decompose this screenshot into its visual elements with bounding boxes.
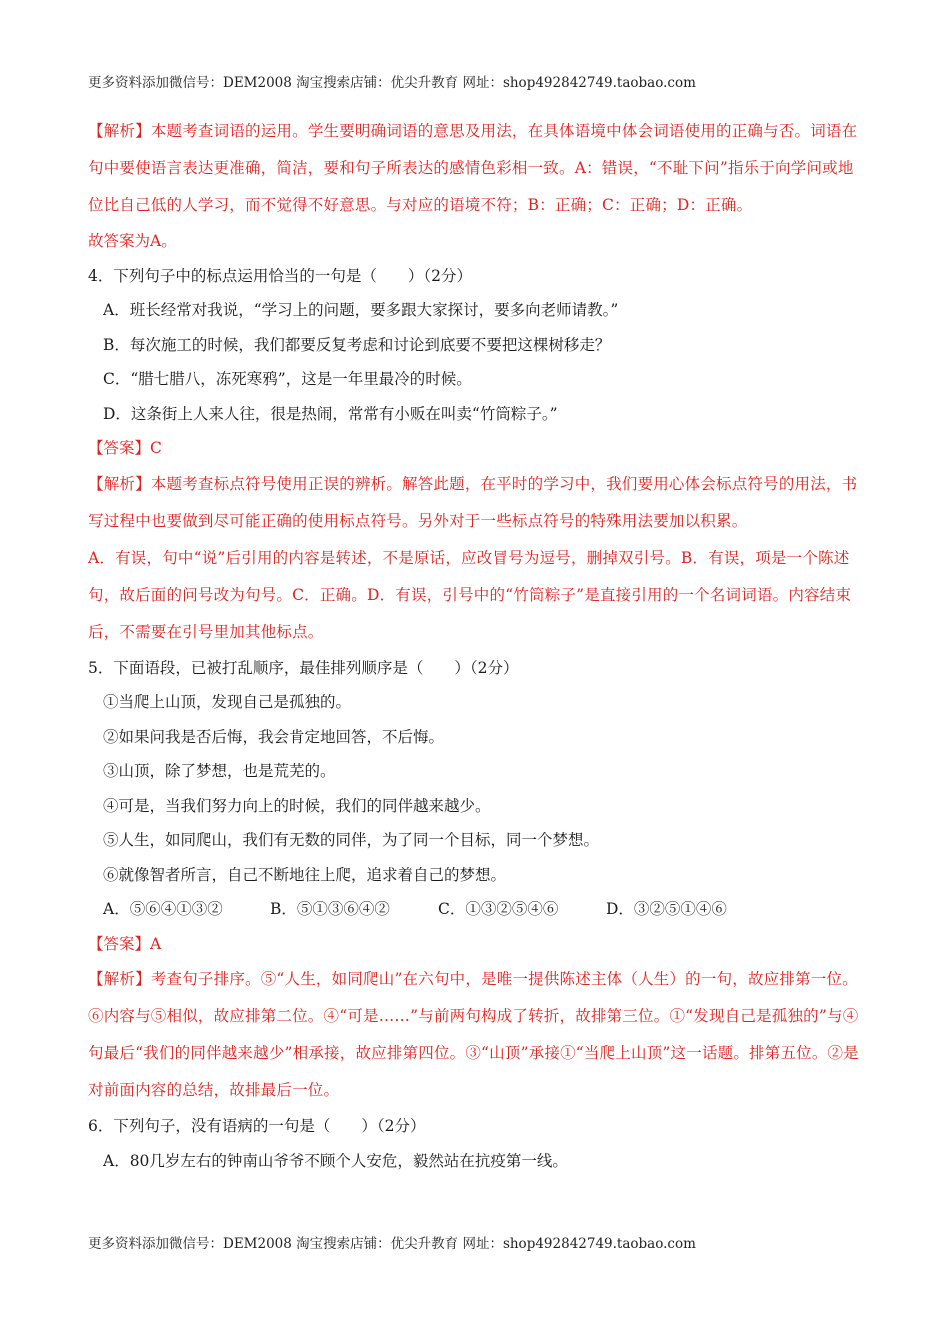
q4-answer bbox=[88, 431, 863, 466]
analysis-text: 考查句子排序。⑤“人生，如同爬山”在六句中，是唯一提供陈述主体（人生）的一句，故应排第一位。⑥内容与⑤相似，故应排第二位。④“可是……”与前两句构成了转折，故排第三位。①“发现自己是孤独的”与④句最后“我们的同伴越来越少”相承接，故应排第四位。③“山顶”承接①“当爬上山顶”这一话题。排第五位。②是对前面内容的总结，故排最后一位。 bbox=[88, 970, 859, 1099]
q3-conclusion: 故答案为A。 bbox=[88, 232, 177, 250]
answer-tag: 【答案】 bbox=[88, 439, 151, 457]
q4-option-b: B．每次施工的时候，我们都要反复考虑和讨论到底要不要把这棵树移走？ bbox=[103, 335, 611, 354]
q4-option-d: D．这条街上人来人往，很是热闹，常常有小贩在叫卖“竹筒粽子。” bbox=[103, 404, 558, 423]
q4-stem: 4．下列句子中的标点运用恰当的一句是（ ）（2分） bbox=[88, 266, 472, 285]
analysis-tag: 【解析】 bbox=[88, 122, 151, 140]
q5-option-a: A．⑤⑥④①③② bbox=[103, 900, 223, 918]
q4-option-c: C．“腊七腊八，冻死寒鸦”，这是一年里最冷的时候。 bbox=[103, 370, 472, 388]
q5-option-d: D．③②⑤①④⑥ bbox=[606, 900, 727, 918]
q5-sentence-1: ①当爬上山顶，发现自己是孤独的。 bbox=[103, 693, 352, 711]
analysis-tag: 【解析】 bbox=[88, 474, 151, 493]
answer-value: A bbox=[150, 934, 162, 953]
answer-value: C bbox=[150, 439, 162, 457]
answer-tag: 【答案】 bbox=[88, 934, 151, 953]
page-footer: 更多资料添加微信号：DEM2008 淘宝搜索店铺：优尖升教育 网址：shop492842749.taobao.com bbox=[88, 1236, 696, 1252]
page-header: 更多资料添加微信号：DEM2008 淘宝搜索店铺：优尖升教育 网址：shop492842749.taobao.com bbox=[88, 75, 696, 91]
q6-stem: 6．下列句子，没有语病的一句是（ ）（2分） bbox=[88, 1117, 426, 1135]
q5-sentence-6: ⑥就像智者所言，自己不断地往上爬，追求着自己的梦想。 bbox=[103, 865, 507, 884]
q5-sentence-4: ④可是，当我们努力向上的时候，我们的同伴越来越少。 bbox=[103, 796, 491, 815]
q5-option-b: B．⑤①③⑥④② bbox=[270, 900, 390, 918]
q6-option-a: A．80几岁左右的钟南山爷爷不顾个人安危，毅然站在抗疫第一线。 bbox=[103, 1151, 568, 1170]
page-content bbox=[88, 113, 863, 1178]
q4-analysis-detail: A．有误，句中“说”后引用的内容是转述，不是原话，应改冒号为逗号，删掉双引号。B．有误，项是一个陈述句，故后面的问号改为句号。C．正确。D．有误，引号中的“竹筒粽子”是直接引用的一个名词词语。内容结束后，不需要在引号里加其他标点。 bbox=[88, 548, 852, 641]
q5-sentence-2: ②如果问我是否后悔，我会肯定地回答，不后悔。 bbox=[103, 727, 445, 746]
q5-sentence-3: ③山顶，除了梦想，也是荒芜的。 bbox=[103, 762, 336, 780]
analysis-tag: 【解析】 bbox=[88, 970, 151, 988]
q5-options bbox=[88, 892, 863, 927]
q5-analysis bbox=[88, 961, 863, 1109]
q5-option-c: C．①③②⑤④⑥ bbox=[438, 900, 559, 918]
q4-analysis bbox=[88, 466, 863, 540]
q5-sentence-5: ⑤人生，如同爬山，我们有无数的同伴，为了同一个目标，同一个梦想。 bbox=[103, 831, 600, 849]
q3-analysis bbox=[88, 113, 863, 224]
q4-option-a: A．班长经常对我说，“学习上的问题，要多跟大家探讨，要多向老师请教。” bbox=[103, 301, 619, 319]
q5-stem: 5．下面语段，已被打乱顺序，最佳排列顺序是（ ）（2分） bbox=[88, 658, 519, 677]
q5-answer bbox=[88, 927, 863, 962]
analysis-text: 本题考查标点符号使用正误的辨析。解答此题，在平时的学习中，我们要用心体会标点符号的用法，书写过程中也要做到尽可能正确的使用标点符号。另外对于一些标点符号的特殊用法要加以积累。 bbox=[88, 474, 858, 530]
analysis-text: 本题考查词语的运用。学生要明确词语的意思及用法，在具体语境中体会词语使用的正确与否。词语在句中要使语言表达更准确，简洁，要和句子所表达的感情色彩相一致。A：错误，“不耻下问”指乐于向学问或地位比自己低的人学习，而不觉得不好意思。与对应的语境不符；B：正确；C：正确；D：正确。 bbox=[88, 122, 858, 214]
